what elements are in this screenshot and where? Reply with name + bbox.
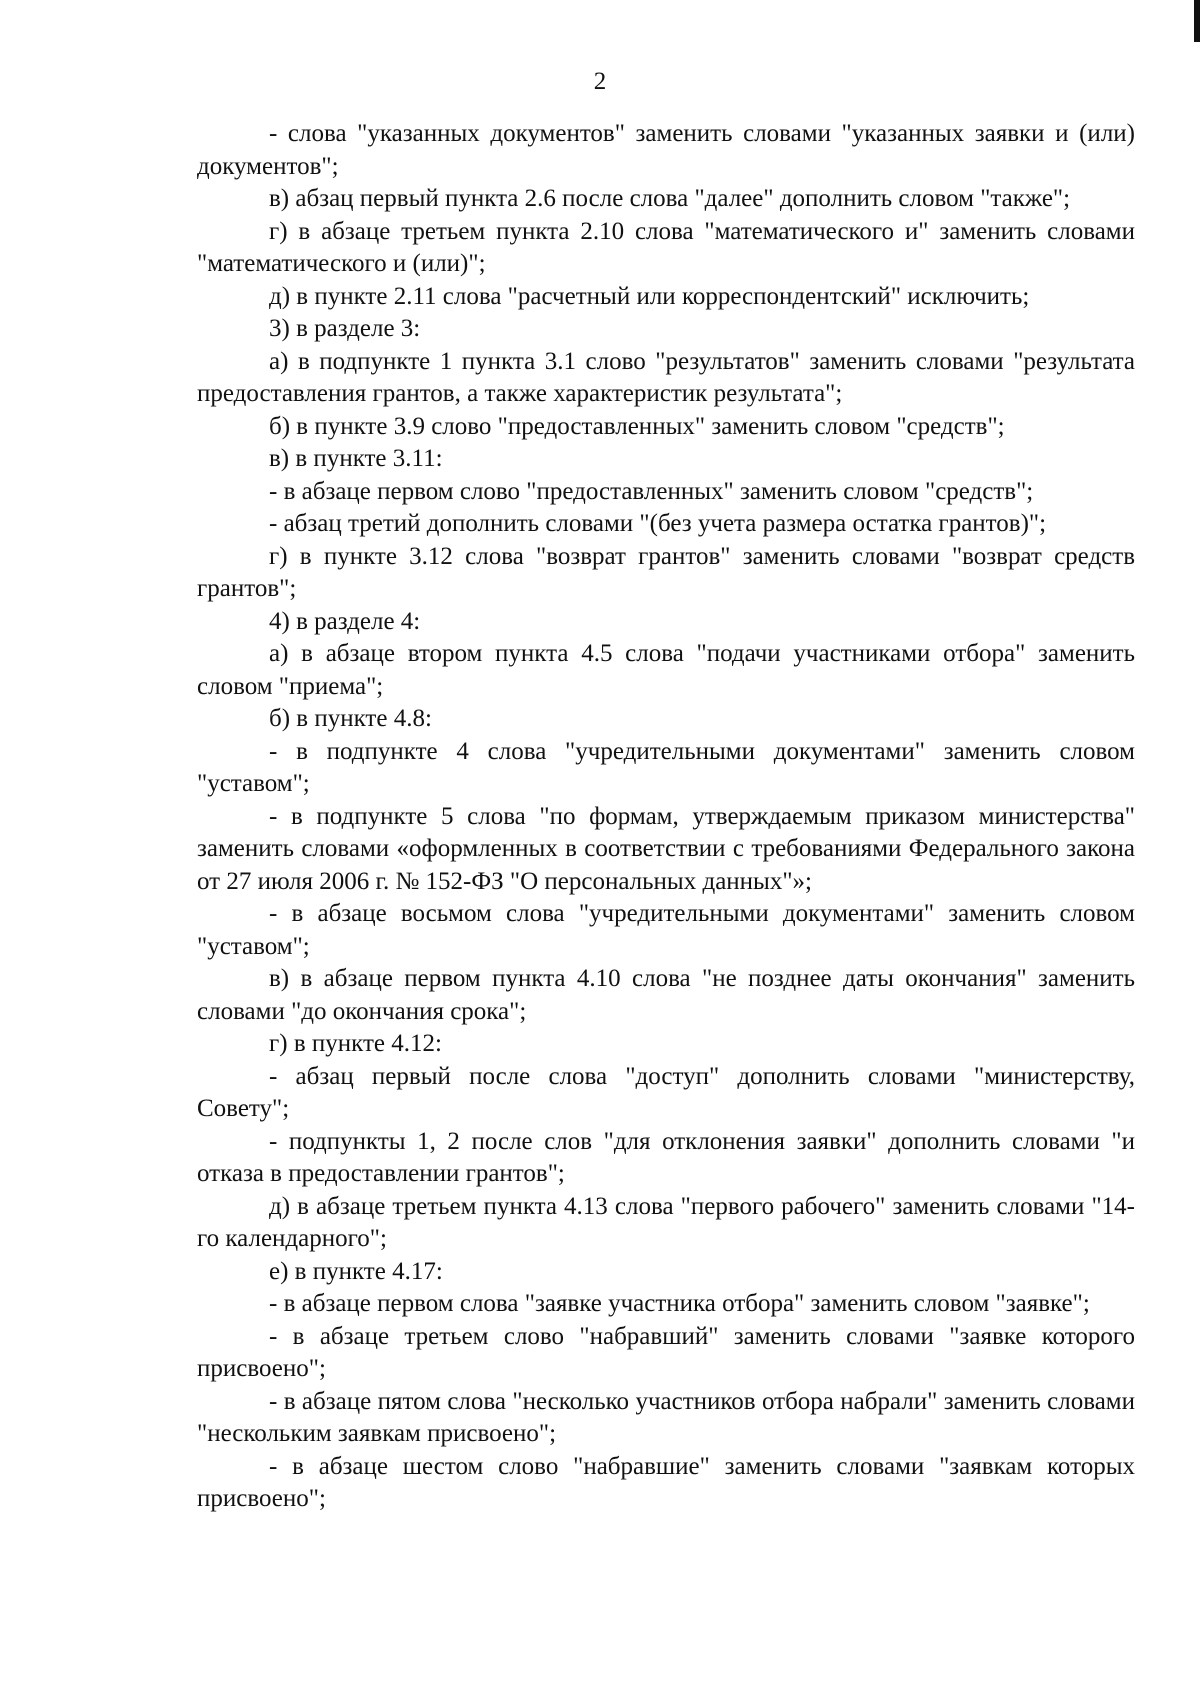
paragraph: - в подпункте 4 слова "учредительными документами" заменить словом "уставом"; [197, 737, 1135, 797]
paragraph: - в абзаце восьмом слова "учредительными документами" заменить словом "уставом"; [197, 900, 1135, 960]
paragraph: - абзац первый после слова "доступ" дополнить словами "министерству, Совету"; [197, 1062, 1135, 1122]
paragraph: в) в пункте 3.11: [269, 445, 443, 472]
paragraph: д) в пункте 2.11 слова "расчетный или корреспондентский" исключить; [269, 282, 1030, 310]
paragraph: в) в абзаце первом пункта 4.10 слова "не позднее даты окончания" заменить словами "до окончания срока"; [197, 965, 1135, 1025]
paragraph: б) в пункте 3.9 слово "предоставленных" заменить словом "средств"; [269, 412, 1005, 440]
scan-edge-mark [1194, 0, 1200, 42]
paragraph: д) в абзаце третьем пункта 4.13 слова "первого рабочего" заменить словами "14-го календарного"; [197, 1192, 1135, 1252]
paragraph: - подпункты 1, 2 после слов "для отклонения заявки" дополнить словами "и отказа в предоставлении грантов"; [197, 1127, 1135, 1187]
paragraph: - в абзаце первом слова "заявке участника отбора" заменить словом "заявке"; [269, 1290, 1090, 1317]
page-number: 2 [593, 68, 607, 95]
paragraph: 4) в разделе 4: [269, 607, 421, 635]
paragraph: г) в пункте 3.12 слова "возврат грантов" заменить словами "возврат средств грантов"; [197, 542, 1135, 602]
paragraph: - слова "указанных документов" заменить словами "указанных заявки и (или) документов"; [197, 120, 1135, 180]
paragraph: г) в пункте 4.12: [269, 1030, 442, 1057]
paragraph: - в подпункте 5 слова "по формам, утверждаемым приказом министерства" заменить словами «оформленных в соответствии с требованиями Федерального закона от 27 июля 2006 г. № 152-ФЗ "О персональных данных"»; [197, 802, 1135, 895]
paragraph: - в абзаце шестом слово "набравшие" заменить словами "заявкам которых присвоено"; [197, 1452, 1135, 1512]
paragraph: а) в абзаце втором пункта 4.5 слова "подачи участниками отбора" заменить словом "приема"; [197, 640, 1135, 700]
paragraph: а) в подпункте 1 пункта 3.1 слово "результатов" заменить словами "результата предоставления грантов, а также характеристик результата"; [197, 347, 1135, 407]
paragraph: е) в пункте 4.17: [269, 1257, 443, 1285]
paragraph: б) в пункте 4.8: [269, 705, 432, 732]
paragraph: - в абзаце третьем слово "набравший" заменить словами "заявке которого присвоено"; [197, 1322, 1135, 1382]
paragraph: - в абзаце первом слово "предоставленных" заменить словом "средств"; [269, 477, 1034, 505]
paragraph: - в абзаце пятом слова "несколько участников отбора набрали" заменить словами "нескольким заявкам присвоено"; [197, 1387, 1135, 1447]
paragraph: - абзац третий дополнить словами "(без учета размера остатка грантов)"; [269, 510, 1047, 537]
document-body [197, 118, 1135, 1516]
paragraph: г) в абзаце третьем пункта 2.10 слова "математического и" заменить словами "математического и (или)"; [197, 217, 1135, 277]
paragraph: в) абзац первый пункта 2.6 после слова "далее" дополнить словом "также"; [269, 185, 1071, 212]
paragraph: 3) в разделе 3: [269, 315, 421, 342]
